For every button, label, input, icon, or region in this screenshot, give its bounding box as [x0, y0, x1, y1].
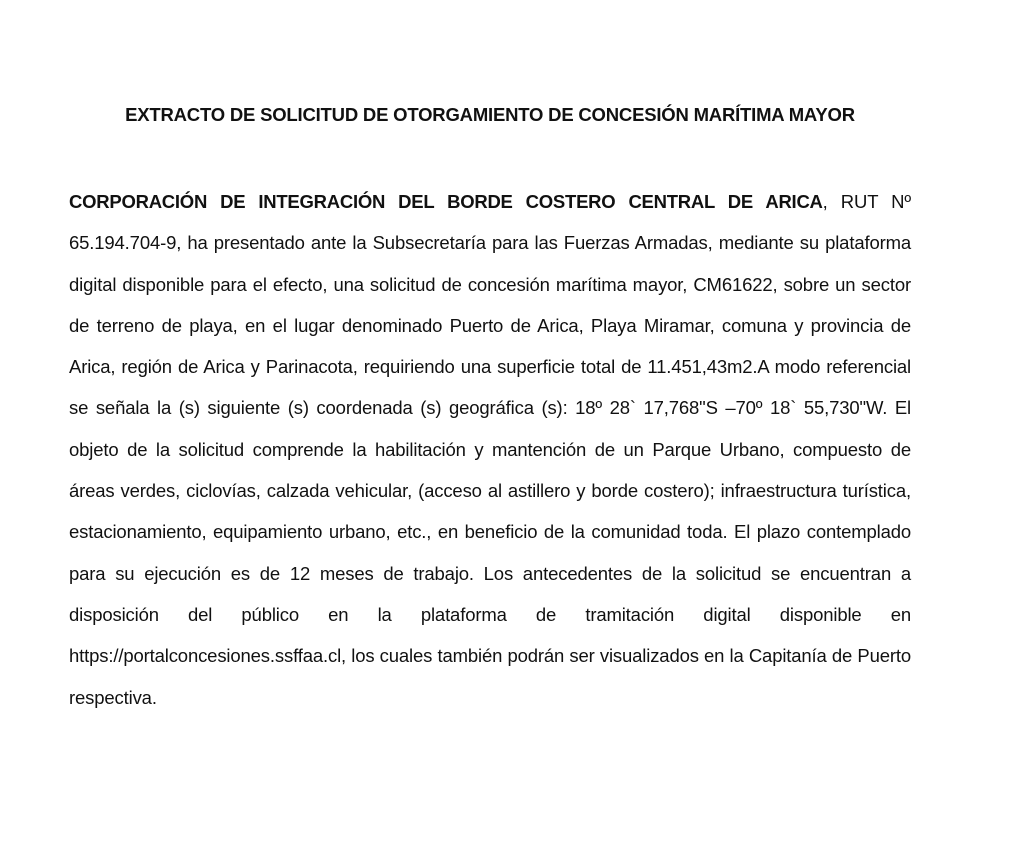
- body-text: , RUT Nº 65.194.704-9, ha presentado ante la Subsecretaría para las Fuerzas Armadas, mediante su plataforma digital disponible para el efecto, una solicitud de concesión marítima mayor, CM61622, sobre un sector de terreno de playa, en el lugar denominado Puerto de Arica, Playa Miramar, comuna y provincia de Arica, región de Arica y Parinacota, requiriendo una superficie total de 11.451,43m2.A modo referencial se señala la (s) siguiente (s) coordenada (s) geográfica (s): 18º 28` 17,768"S –70º 18` 55,730"W. El objeto de la solicitud comprende la habilitación y mantención de un Parque Urbano, compuesto de áreas verdes, ciclovías, calzada vehicular, (acceso al astillero y borde costero); infraestructura turística, estacionamiento, equipamiento urbano, etc., en beneficio de la comunidad toda. El plazo contemplado para su ejecución es de 12 meses de trabajo. Los antecedentes de la solicitud se encuentran a disposición del público en la plataforma de tramitación digital disponible en https://portalconcesiones.ssffaa.cl, los cuales también podrán ser visualizados en la Capitanía de Puerto respectiva.: [69, 191, 911, 708]
- document-title: EXTRACTO DE SOLICITUD DE OTORGAMIENTO DE CONCESIÓN MARÍTIMA MAYOR: [125, 104, 855, 125]
- organization-name: CORPORACIÓN DE INTEGRACIÓN DEL BORDE COSTERO CENTRAL DE ARICA: [69, 191, 823, 212]
- document-body: [69, 181, 911, 718]
- document-page: [69, 98, 911, 718]
